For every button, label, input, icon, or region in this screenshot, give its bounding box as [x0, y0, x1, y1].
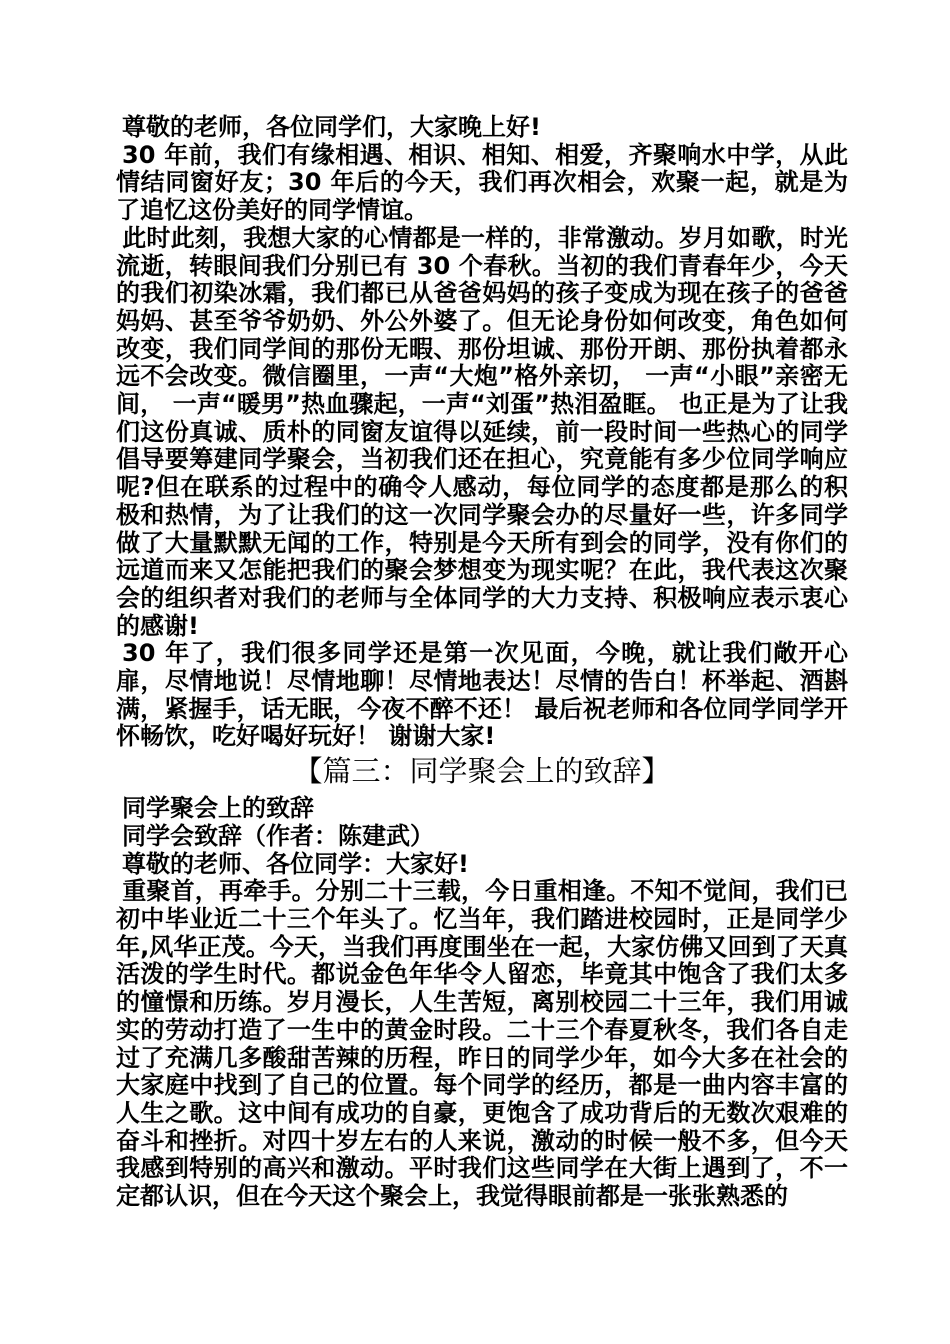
paragraph-text: 同学聚会上的致辞 — [122, 794, 314, 823]
paragraph-text: 此时此刻，我想大家的心情都是一样的，非常激动。岁月如歌，时光流逝，转眼间我们分别已有 30 个春秋。当初的我们青春年少，今天的我们初染冰霜，我们都已从爸爸妈妈的孩子变成为现在孩子的爸爸妈妈、甚至爷爷奶奶、外公外婆了。但无论身份如何改变，角色如何改变，我们同学间的那份无暇、那份坦诚、那份开朗、那份执着都永远不会改变。微信圈里，一声“大炮”格外亲切， 一声“小眼”亲密无间， 一声“暖男”热血骤起，一声“刘蛋”热泪盈眶。 也正是为了让我们这份真诚、质朴的同窗友谊得以延续，前一段时间一些热心的同学倡导要筹建同学聚会，当初我们还在担心，究竟能有多少位同学响应呢?但在联系的过程中的确令人感动，每位同学的态度都是那么的积极和热情，为了让我们的这一次同学聚会办的尽量好一些，许多同学做了大量默默无闻的工作，特别是今天所有到会的同学，没有你们的远道而来又怎能把我们的聚会梦想变为现实呢？在此，我代表这次聚会的组织者对我们的老师与全体同学的大力支持、积极响应表示衷心的感谢! — [116, 223, 848, 640]
paragraph-text: 重聚首，再牵手。分别二十三载，今日重相逢。不知不觉间，我们已初中毕业近二十三个年头了。忆当年，我们踏进校园时，正是同学少年,风华正茂。今天，当我们再度围坐在一起，大家仿佛又回到了天真活泼的学生时代。都说金色年华令人留恋，毕竟其中饱含了我们太多的憧憬和历练。岁月漫长，人生苦短，离别校园二十三年，我们用诚实的劳动打造了一生中的黄金时段。二十三个春夏秋冬，我们各自走过了充满几多酸甜苦辣的历程，昨日的同学少年，如今大多在社会的大家庭中找到了自己的位置。每个同学的经历，都是一曲内容丰富的人生之歌。这中间有成功的自豪，更饱含了成功背后的无数次艰难的奋斗和挫折。对四十岁左右的人来说，激动的时候一般不多，但今天我感到特别的高兴和激动。平时我们这些同学在大街上遇到了，不一定都认识，但在今天这个聚会上，我觉得眼前都是一张张熟悉的 — [116, 877, 848, 1211]
article-byline — [116, 823, 848, 851]
greeting-text: 尊敬的老师，各位同学们，大家晚上好! — [122, 113, 541, 141]
body-paragraph — [116, 640, 848, 751]
body-paragraph — [116, 878, 848, 1210]
body-paragraph — [116, 225, 848, 641]
paragraph-text: 30 年了，我们很多同学还是第一次见面，今晚，就让我们敞开心扉，尽情地说！尽情地聊！尽情地表达！尽情的告白！杯举起、酒斟满，紧握手，话无眠，今夜不醉不还！ 最后祝老师和各位同学同学开怀畅饮，吃好喝好玩好！ 谢谢大家! — [116, 639, 848, 751]
paragraph-text: 30 年前，我们有缘相遇、相识、相知、相爱，齐聚响水中学，从此情结同窗好友；30 年后的今天，我们再次相会，欢聚一起，就是为了追忆这份美好的同学情谊。 — [116, 140, 848, 225]
article-title — [116, 795, 848, 823]
greeting-paragraph — [116, 851, 848, 879]
greeting-paragraph — [116, 114, 848, 142]
document-page — [116, 114, 848, 1211]
paragraph-text: 同学会致辞（作者：陈建武） — [122, 821, 434, 850]
body-paragraph — [116, 142, 848, 225]
section-heading: 【篇三：同学聚会上的致辞】 — [293, 754, 671, 789]
paragraph-text: 尊敬的老师、各位同学：大家好! — [122, 849, 469, 878]
